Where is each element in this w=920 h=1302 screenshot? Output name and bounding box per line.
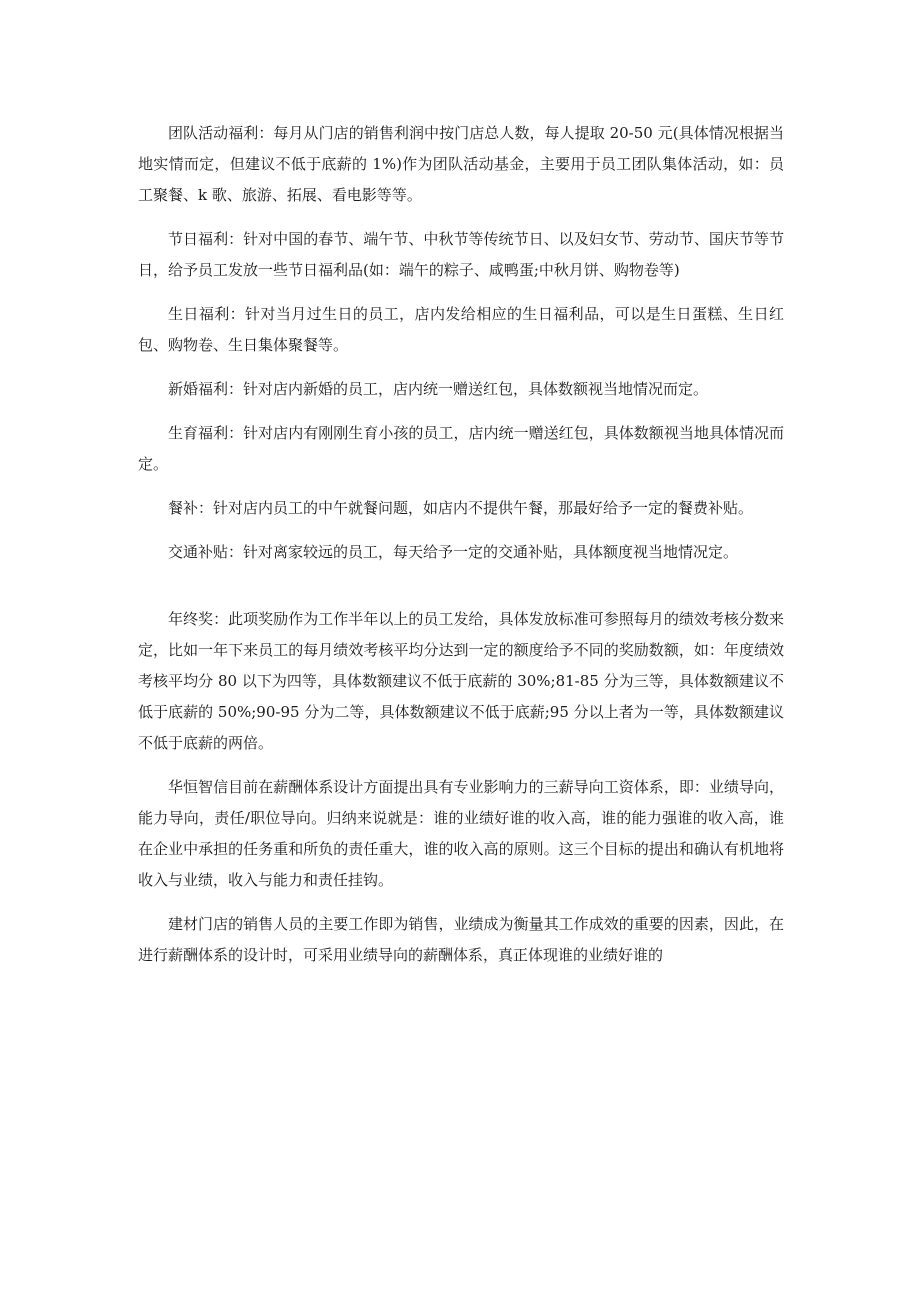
- paragraph-year-end-bonus: 年终奖：此项奖励作为工作半年以上的员工发给，具体发放标准可参照每月的绩效考核分数来定，比如一年下来员工的每月绩效考核平均分达到一定的额度给予不同的奖励数额，如：年度绩效考核平均分 80 以下为四等，具体数额建议不低于底薪的 30%;81-85 分为三等，具体数额建议不低于底薪的 50%;90-95 分为二等，具体数额建议不低于底薪;95 分以上者为一等，具体数额建议不低于底薪的两倍。: [138, 610, 784, 752]
- paragraph-three-salary-system: 华恒智信目前在薪酬体系设计方面提出具有专业影响力的三薪导向工资体系，即：业绩导向，能力导向，责任/职位导向。归纳来说就是：谁的业绩好谁的收入高，谁的能力强谁的收入高，谁在企业中承担的任务重和所负的责任重大，谁的收入高的原则。这三个目标的提出和确认有机地将收入与业绩，收入与能力和责任挂钩。: [138, 778, 784, 889]
- paragraph-meal-allowance: 餐补：针对店内员工的中午就餐问题，如店内不提供午餐，那最好给予一定的餐费补贴。: [168, 499, 754, 517]
- paragraph-transport-allowance: 交通补贴：针对离家较远的员工，每天给予一定的交通补贴，具体额度视当地情况定。: [168, 543, 739, 561]
- paragraph-sales-staff-salary: 建材门店的销售人员的主要工作即为销售，业绩成为衡量其工作成效的重要的因素，因此，在进行薪酬体系的设计时，可采用业绩导向的薪酬体系，真正体现谁的业绩好谁的: [138, 915, 784, 964]
- paragraph-birthday-benefit: 生日福利：针对当月过生日的员工，店内发给相应的生日福利品，可以是生日蛋糕、生日红包、购物卷、生日集体聚餐等。: [138, 305, 784, 354]
- paragraph-holiday-benefit: 节日福利：针对中国的春节、端午节、中秋节等传统节日、以及妇女节、劳动节、国庆节等节日，给予员工发放一些节日福利品(如：端午的粽子、咸鸭蛋;中秋月饼、购物卷等): [138, 230, 784, 279]
- paragraph-wedding-benefit: 新婚福利：针对店内新婚的员工，店内统一赠送红包，具体数额视当地情况而定。: [168, 380, 709, 398]
- document-body: [138, 118, 784, 984]
- paragraph-childbirth-benefit: 生育福利：针对店内有刚刚生育小孩的员工，店内统一赠送红包，具体数额视当地具体情况而定。: [138, 424, 784, 473]
- paragraph-team-activity-benefit: 团队活动福利：每月从门店的销售利润中按门店总人数，每人提取 20-50 元(具体情况根据当地实情而定，但建议不低于底薪的 1%)作为团队活动基金，主要用于员工团队集体活动，如：员工聚餐、k 歌、旅游、拓展、看电影等等。: [138, 124, 784, 204]
